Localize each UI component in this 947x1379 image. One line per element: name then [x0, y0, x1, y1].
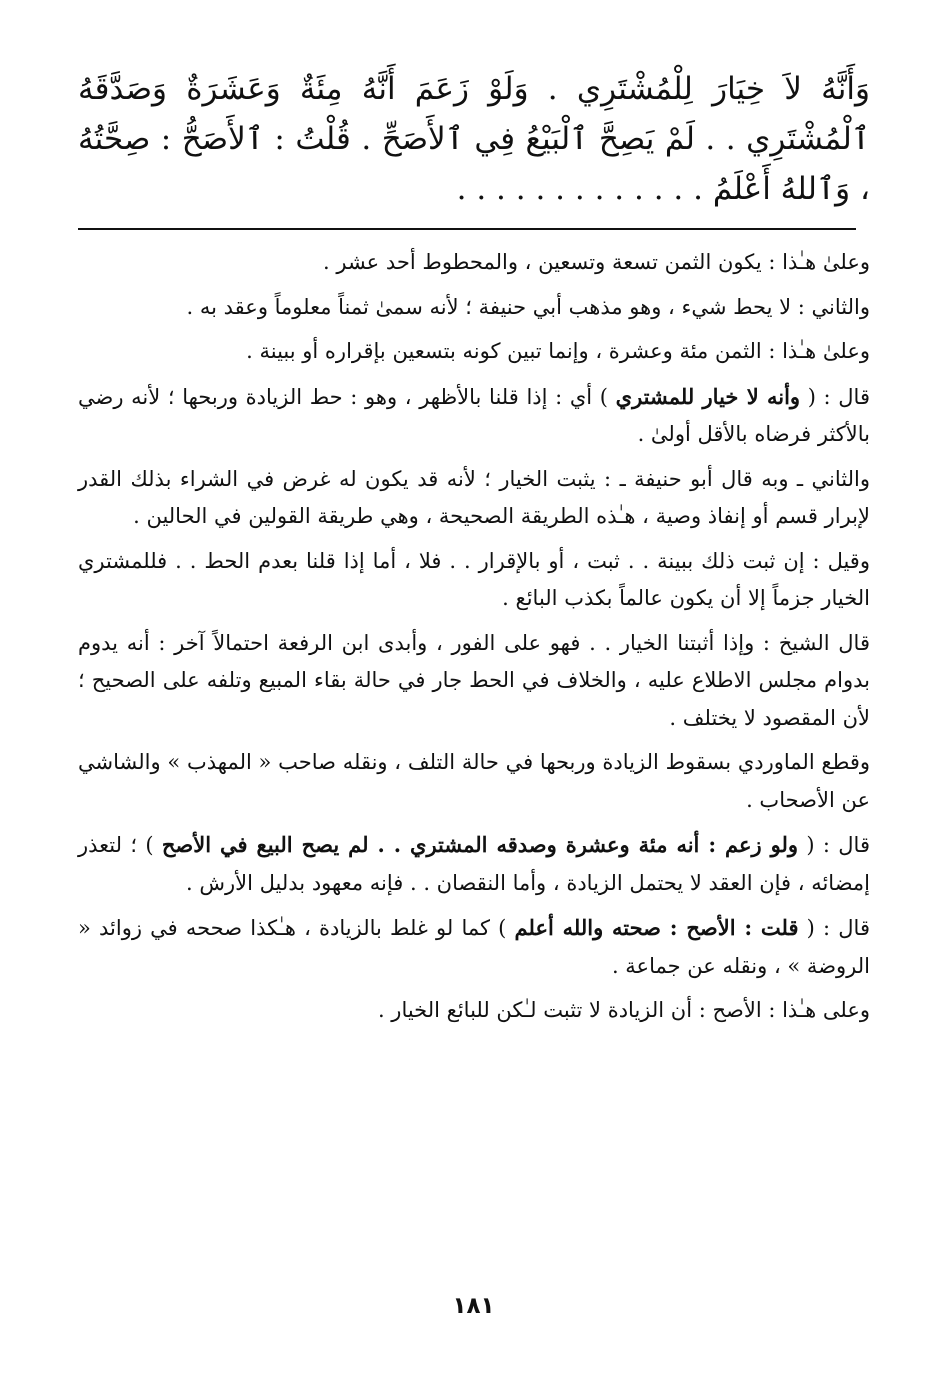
main-text-dots: . . . . . . . . . . . . [456, 171, 694, 207]
commentary-paragraph [78, 992, 870, 1030]
commentary-paragraph [78, 461, 870, 536]
quoted-matn-text: قلت : الأصح : صحته والله أعلم [514, 915, 799, 940]
commentary-section [78, 244, 870, 1030]
main-text [78, 64, 870, 214]
commentary-paragraph [78, 625, 870, 738]
commentary-paragraph [78, 289, 870, 327]
commentary-text: وقطع الماوردي بسقوط الزيادة وربحها في حالة التلف ، ونقله صاحب « المهذب » والشاشي عن الأصحاب . [78, 750, 870, 812]
commentary-text: وعلى هـٰذا : الأصح : أن الزيادة لا تثبت لـٰكن للبائع الخيار . [377, 998, 870, 1022]
commentary-paragraph [78, 543, 870, 618]
commentary-paragraph [78, 244, 870, 282]
commentary-text: قال الشيخ : وإذا أثبتنا الخيار . . فهو على الفور ، وأبدى ابن الرفعة احتمالاً آخر : أنه يدوم بدوام مجلس الاطلاع عليه ، والخلاف في الحط جار في حالة بقاء المبيع وتلفه على الصحيح ؛ لأن المقصود لا يختلف . [78, 630, 870, 730]
commentary-paragraph [78, 333, 870, 371]
commentary-paragraph [78, 909, 870, 985]
commentary-text: قال : ( [798, 916, 870, 940]
commentary-text: ) كما لو غلط بالزيادة ، هـٰكذا صححه في زوائد « الروضة » ، ونقله عن جماعة . [78, 916, 870, 978]
commentary-text: وعلىٰ هـٰذا : يكون الثمن تسعة وتسعين ، والمحطوط أحد عشر . [323, 250, 870, 274]
commentary-text: والثاني ـ وبه قال أبو حنيفة ـ : يثبت الخيار ؛ لأنه قد يكون له غرض في الشراء بذلك القدر لإبرار قسم أو إنفاذ وصية ، هـٰذه الطريقة الصحيحة ، وهي طريقة القولين في الحالين . [78, 466, 870, 528]
commentary-text: قال : ( [798, 833, 870, 857]
commentary-paragraph [78, 378, 870, 454]
main-text-body: وَأَنَّهُ لاَ خِيَارَ لِلْمُشْتَرِي . وَلَوْ زَعَمَ أَنَّهُ مِئَةٌ وَعَشَرَةٌ وَصَدَّقَهُ ٱلْمُشْتَرِي . . لَمْ يَصِحَّ ٱلْبَيْعُ فِي ٱلأَصَحِّ . قُلْتُ : ٱلأَصَحُّ : صِحَّتُهُ ، وَٱللهُ أَعْلَمُ . [78, 71, 870, 207]
commentary-text: وقيل : إن ثبت ذلك ببينة . . ثبت ، أو بالإقرار . . فلا ، أما إذا قلنا بعدم الحط . . فللمشتري الخيار جزماً إلا أن يكون عالماً بكذب البائع . [78, 548, 870, 610]
footnote-divider [78, 228, 856, 230]
page-number: ١٨١ [452, 1293, 495, 1319]
quoted-matn-text: وأنه لا خيار للمشتري [615, 383, 801, 409]
commentary-paragraph [78, 826, 870, 902]
page-content [78, 64, 870, 1037]
commentary-text: ) ؛ لتعذر إمضائه ، فإن العقد لا يحتمل الزيادة ، وأما النقصان . . فإنه معهود بدليل الأرش . [78, 833, 870, 895]
commentary-text: وعلىٰ هـٰذا : الثمن مئة وعشرة ، وإنما تبين كونه بتسعين بإقراره أو ببينة . [246, 339, 870, 363]
commentary-text: والثاني : لا يحط شيء ، وهو مذهب أبي حنيفة ؛ لأنه سمىٰ ثمناً معلوماً وعقد به . [186, 294, 870, 319]
commentary-paragraph [78, 744, 870, 819]
commentary-text: قال : ( [800, 384, 870, 409]
commentary-text: ) أي : إذا قلنا بالأظهر ، وهو : حط الزيادة وربحها ؛ لأنه رضي بالأكثر فرضاه بالأقل أولىٰ . [78, 384, 870, 446]
quoted-matn-text: ولو زعم : أنه مئة وعشرة وصدقه المشتري . . لم يصح البيع في الأصح [161, 832, 799, 857]
